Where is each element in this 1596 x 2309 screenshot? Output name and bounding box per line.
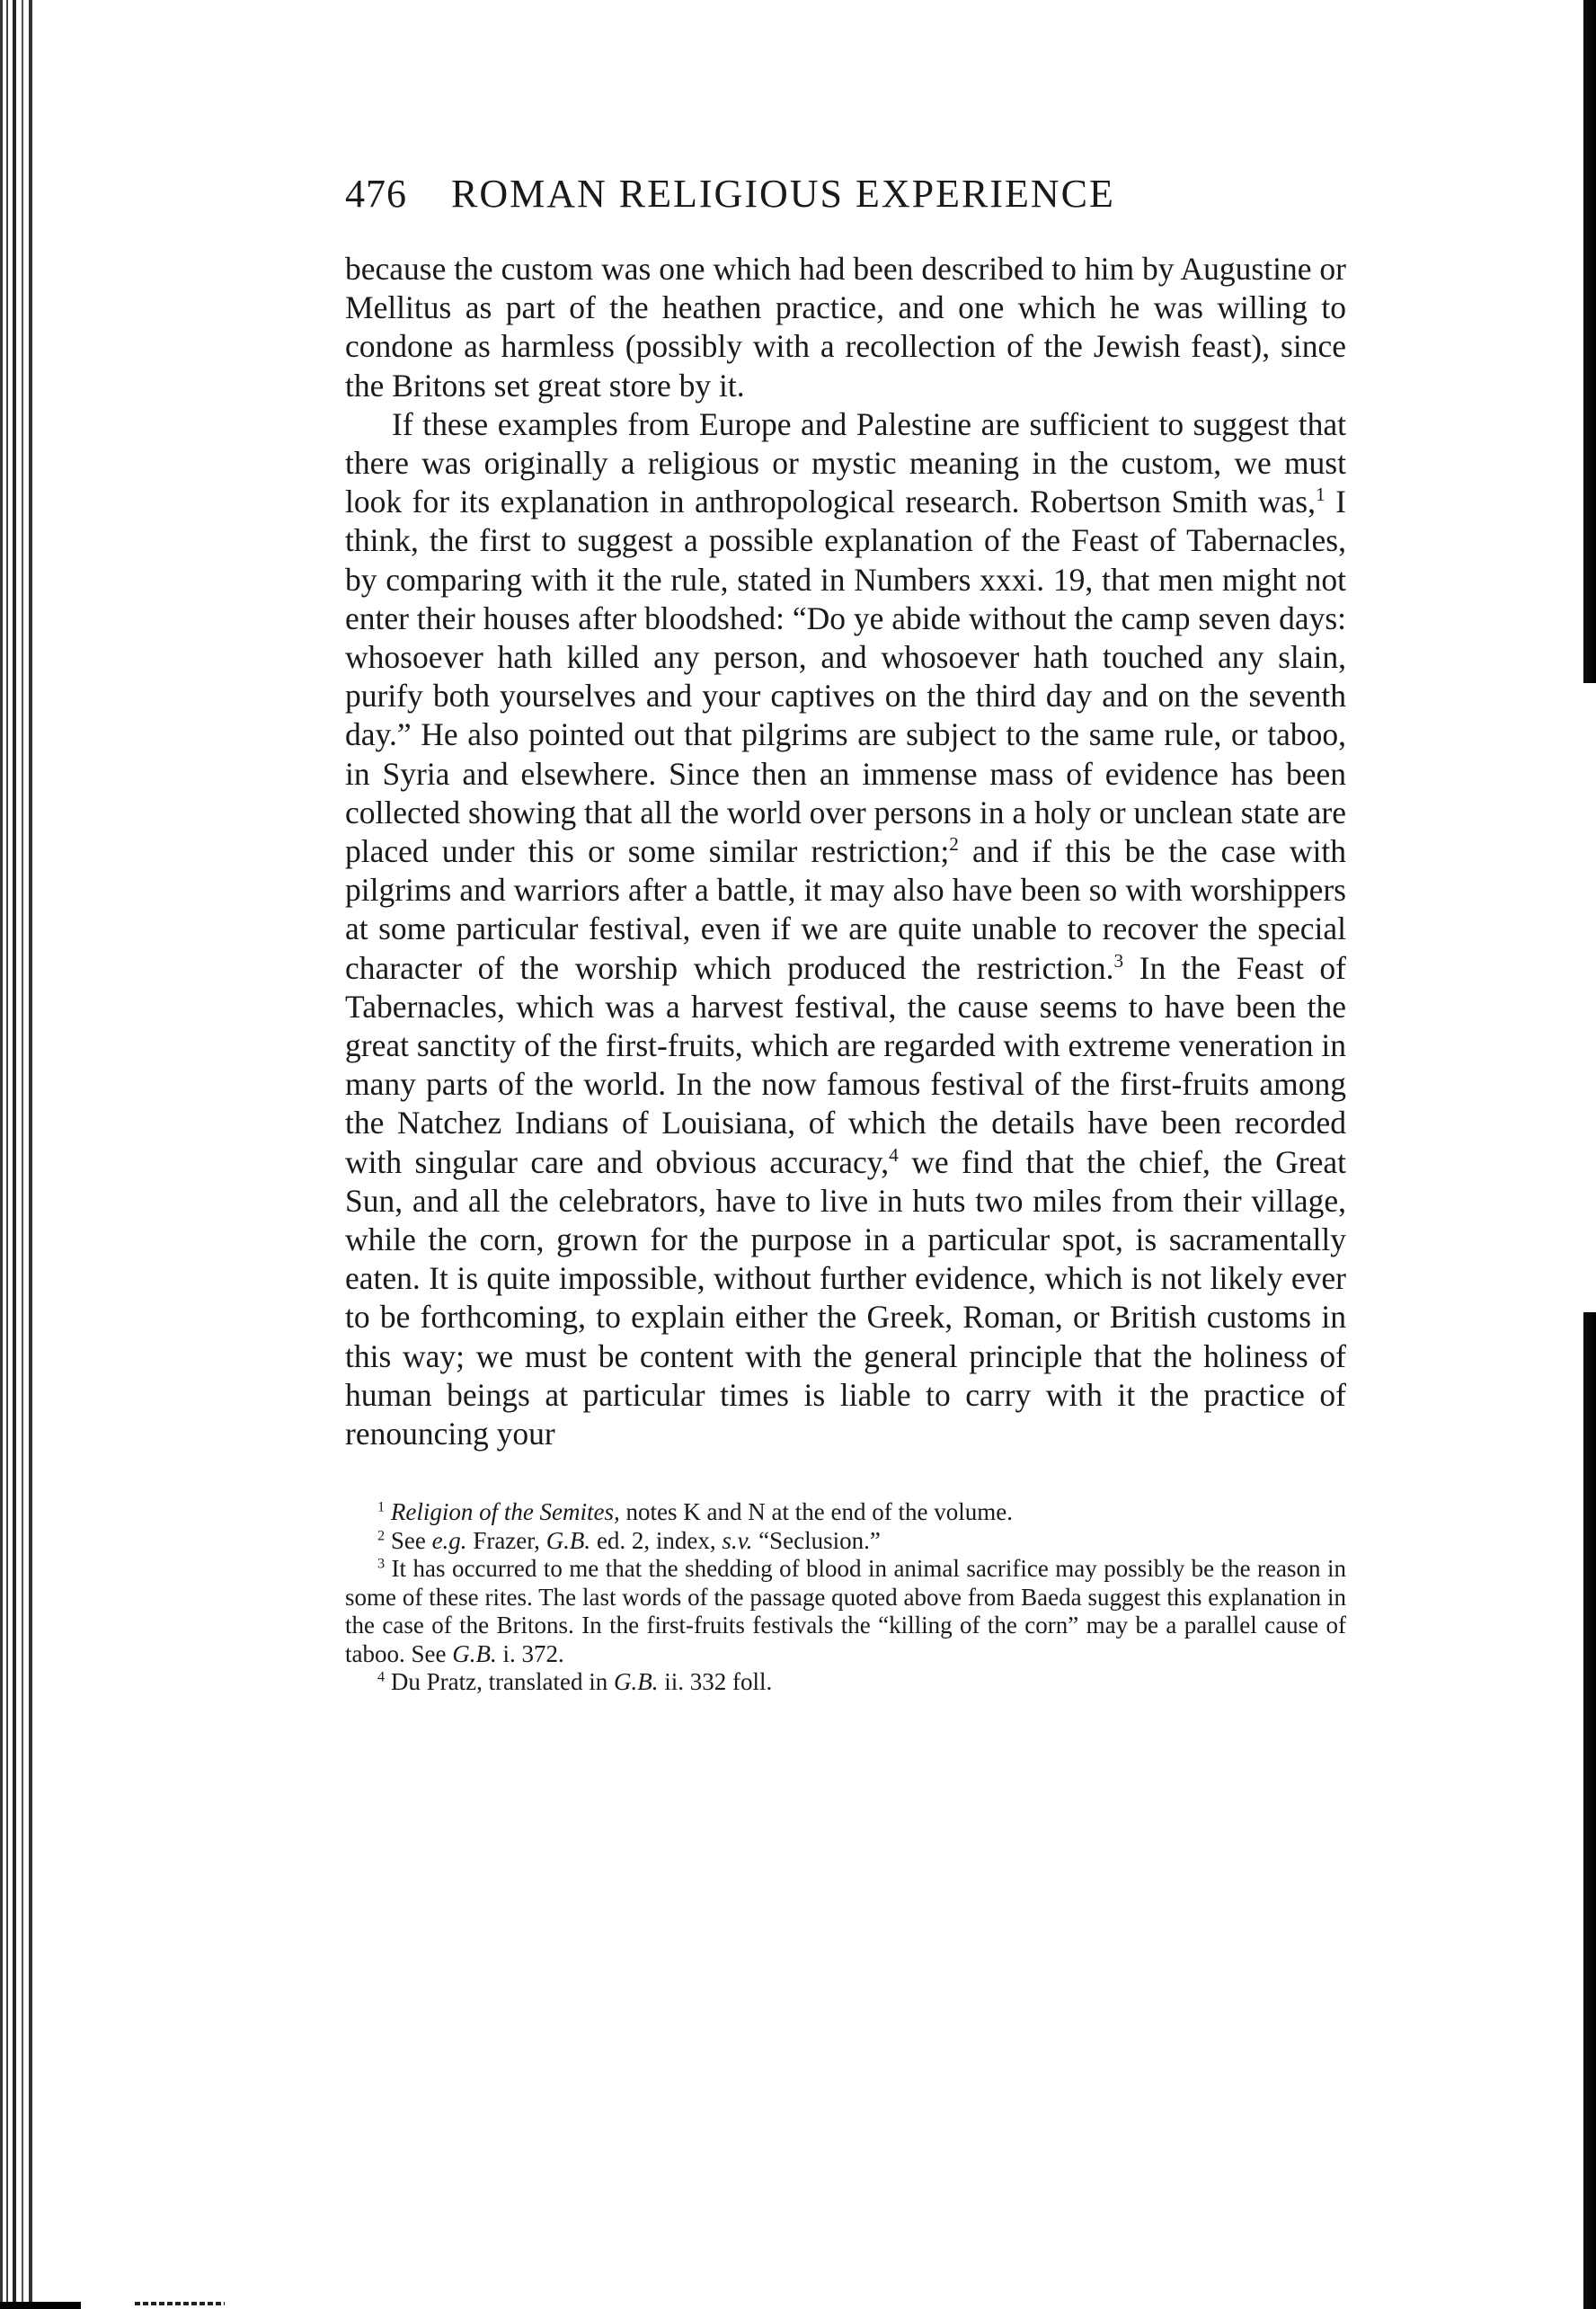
footnote-2 xyxy=(345,1527,1346,1556)
scan-bottom-marks xyxy=(135,2302,225,2305)
paragraph-2-part-b: I think, the first to suggest a possible explanation of the Feast of Tabernacles, by comparing with it the rule, stated in Numbers xxxi. 19, that men might not enter their houses after bloodshed: “Do ye abide without the camp seven days: whosoever hath killed any person, and whosoever hath touched any slain, purify both yourselves and your captives on the third day and on the seventh day.” He also pointed out that pilgrims are subject to the same rule, or taboo, in Syria and elsewhere. Since then an immense mass of evidence has been collected showing that all the world over persons in a holy or unclean state are placed under this or some similar restriction; xyxy=(345,484,1346,870)
footnote-3-text-a: It has occurred to me that the shedding of blood in animal sacrifice may possibly be the reason in some of these rites. The last words of the passage quoted above from Baeda suggest this explanation in the case of the Britons. In the first-fruits festivals the “killing of the corn” may be a parallel cause of taboo. See xyxy=(345,1555,1346,1667)
footnote-4-text-a: Du Pratz, translated in xyxy=(385,1668,615,1696)
footnote-2-text-b: Frazer, xyxy=(466,1526,546,1554)
footnote-1-number: 1 xyxy=(377,1498,386,1515)
paragraph-1: because the custom was one which had been described to him by Augustine or Mellitus as part of the heathen practice, and one which he was willing to condone as harmless (possibly with a recollection of the Jewish feast), since the Britons set great store by it. xyxy=(345,251,1346,404)
footnote-2-eg: e.g. xyxy=(431,1526,467,1554)
footnote-2-gb: G.B. xyxy=(545,1526,591,1554)
footnote-1-text: notes K and N at the end of the volume. xyxy=(619,1498,1013,1526)
footnote-ref-1: 1 xyxy=(1315,484,1326,506)
footnote-3 xyxy=(345,1555,1346,1668)
footnote-1 xyxy=(345,1498,1346,1527)
footnotes xyxy=(345,1498,1346,1697)
footnote-2-text-d: “Seclusion.” xyxy=(752,1526,881,1554)
footnote-2-text-c: ed. 2, index, xyxy=(590,1526,723,1554)
page-number: 476 xyxy=(345,172,407,216)
footnote-2-sv: s.v. xyxy=(722,1526,753,1554)
footnote-3-text-b: i. 372. xyxy=(496,1639,564,1667)
paragraph-2-part-a: If these examples from Europe and Palestine are sufficient to suggest that there was originally a religious or mystic meaning in the custom, we must look for its explanation in anthropological research. Robertson Smith was, xyxy=(345,405,1346,520)
footnote-4-number: 4 xyxy=(377,1668,386,1685)
footnote-1-title: Religion of the Semites, xyxy=(390,1498,620,1526)
paragraph-2-part-e: we find that the chief, the Great Sun, and all the celebrators, have to live in huts two miles from their village, while the corn, grown for the purpose in a particular spot, is sacramentally eaten. It is quite impossible, without further evidence, which is not likely ever to be forthcoming, to explain either the Greek, Roman, or British customs in this way; we must be content with the general principle that the holiness of human beings at particular times is liable to carry with it the practice of renouncing your xyxy=(345,1143,1346,1452)
footnote-4-gb: G.B. xyxy=(614,1668,659,1696)
page-header xyxy=(345,171,1346,234)
footnote-ref-4: 4 xyxy=(889,1143,899,1166)
scan-corner-mark xyxy=(0,2273,81,2309)
body-text xyxy=(345,250,1346,1453)
scan-binding-edge xyxy=(0,0,52,2309)
running-head: ROMAN RELIGIOUS EXPERIENCE xyxy=(451,172,1115,216)
footnote-2-text-a: See xyxy=(385,1526,432,1554)
footnote-ref-2: 2 xyxy=(949,833,959,856)
footnote-3-number: 3 xyxy=(377,1555,386,1572)
footnote-4-text-b: ii. 332 foll. xyxy=(658,1668,773,1696)
paragraph-2 xyxy=(345,405,1346,1453)
footnote-4 xyxy=(345,1668,1346,1697)
book-page xyxy=(345,171,1346,1697)
footnote-2-number: 2 xyxy=(377,1527,386,1544)
paragraph-2-part-d: In the Feast of Tabernacles, which was a harvest festival, the cause seems to have been the great sanctity of the first-fruits, which are regarded with extreme veneration in many parts of the world. In the now famous festival of the first-fruits among the Natchez Indians of Louisiana, of which the details have been recorded with singular care and obvious accuracy, xyxy=(345,949,1346,1180)
scan-page-edge-gap xyxy=(1580,683,1596,1312)
footnote-ref-3: 3 xyxy=(1113,949,1124,972)
paragraph-2-part-c: and if this be the case with pilgrims and warriors after a battle, it may also have been so with worshippers at some particular festival, even if we are quite unable to recover the special character of the worship which produced the restriction. xyxy=(345,833,1346,986)
footnote-3-gb: G.B. xyxy=(452,1639,497,1667)
